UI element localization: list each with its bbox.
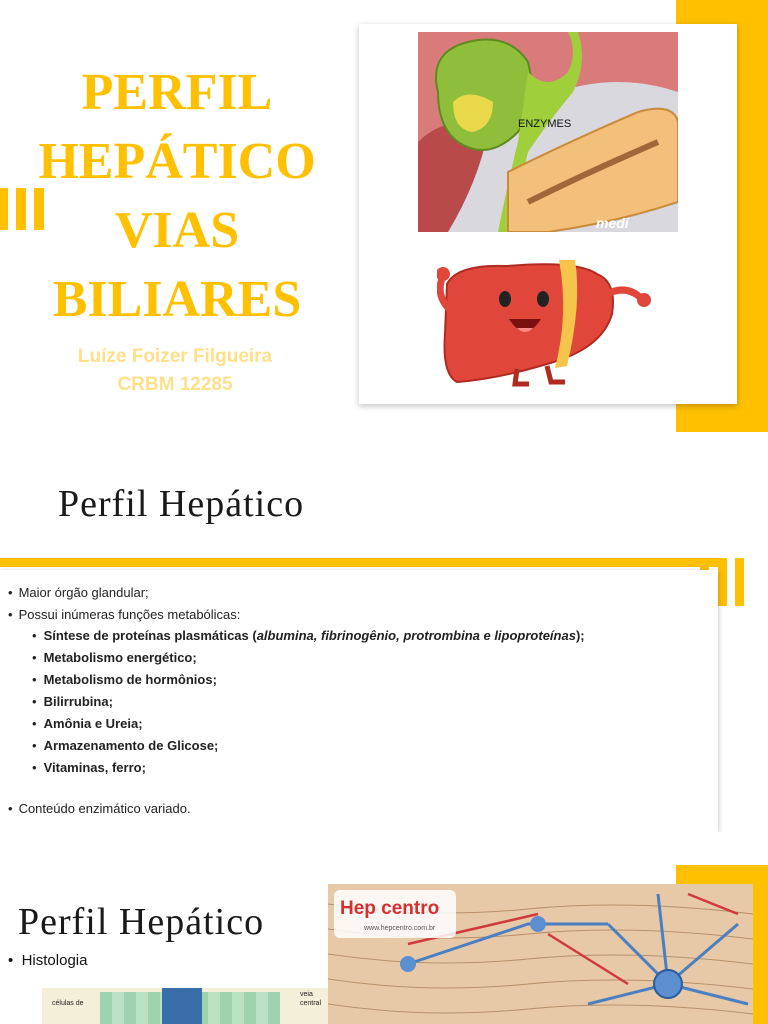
sub-bullet-item: • Bilirrubina; xyxy=(32,694,113,709)
histology-lobule-image xyxy=(328,884,753,1024)
sub-bullet-item: • Armazenamento de Glicose; xyxy=(32,738,218,753)
gallbladder-illustration xyxy=(418,32,678,232)
liver-cartoon xyxy=(437,254,657,389)
image-card xyxy=(359,24,737,404)
bullet-item: • Possui inúmeras funções metabólicas: xyxy=(8,607,240,622)
label-vein: veia central xyxy=(300,991,322,1007)
author-name: Luíze Foizer Filgueira xyxy=(77,346,273,367)
sub-bullet-item: • Metabolismo energético; xyxy=(32,650,197,665)
slide-heading: Perfil Hepático xyxy=(58,483,305,525)
sub-bullet-item: • Vitaminas, ferro; xyxy=(32,760,146,775)
label-cells: células de xyxy=(52,1000,84,1007)
presentation-title xyxy=(18,58,336,334)
bullet-histologia: • Histologia xyxy=(8,952,88,969)
title-line-4: BILIARES xyxy=(52,271,302,328)
slide-perfil-hepatico xyxy=(0,452,768,832)
author-block xyxy=(40,343,310,399)
enzymes-label: ENZYMES xyxy=(518,118,572,130)
histology-small-image xyxy=(42,988,332,1024)
sub-bullet-item: • Síntese de proteínas plasmáticas (albumina, fibrinogênio, protrombina e lipoproteínas); xyxy=(32,628,585,643)
image-watermark: medi xyxy=(596,215,629,231)
image-url-text: www.hepcentro.com.br xyxy=(364,925,436,932)
slide-heading-2: Perfil Hepático xyxy=(18,901,265,943)
sub-bullet-item: • Amônia e Ureia; xyxy=(32,716,143,731)
sub-bullet-item: • Metabolismo de hormônios; xyxy=(32,672,217,687)
slide-histologia xyxy=(0,848,768,1024)
bullet-item: • Maior órgão glandular; xyxy=(8,585,149,600)
slide-title xyxy=(0,0,768,445)
content-box xyxy=(0,570,718,832)
accent-line xyxy=(0,558,722,567)
image-brand: Hep centro xyxy=(340,898,440,919)
bullet-item: • Conteúdo enzimático variado. xyxy=(8,801,191,816)
author-registration: CRBM 12285 xyxy=(117,374,233,395)
title-line-1: PERFIL xyxy=(81,64,273,121)
title-line-3: VIAS xyxy=(114,202,240,259)
title-line-2: HEPÁTICO xyxy=(38,133,316,190)
